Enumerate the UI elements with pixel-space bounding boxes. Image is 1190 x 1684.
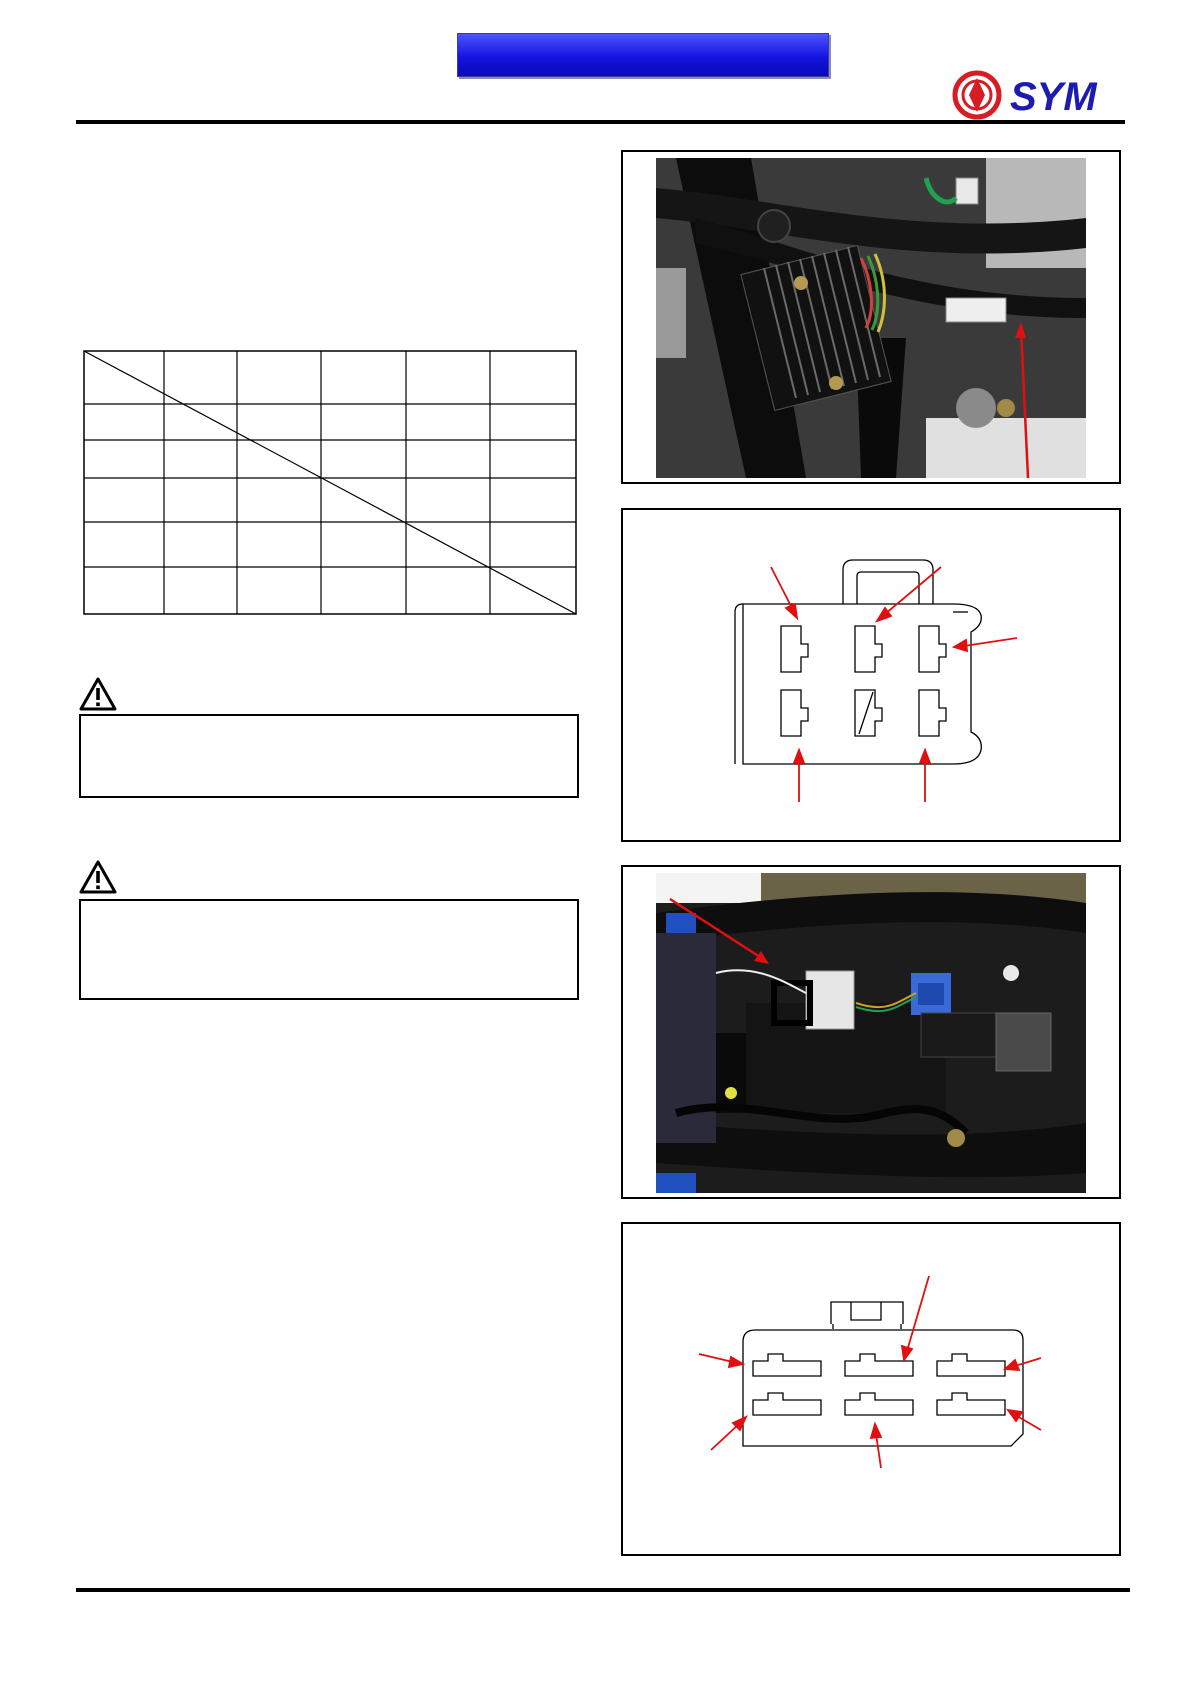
under-seat-wiring-photo [656,873,1086,1193]
regulator-connector-diagram [623,510,1119,840]
footer-rule [76,1588,1130,1592]
wire-harness-connector-diagram [623,1224,1119,1554]
resistance-table [83,350,577,615]
regulator-rectifier-photo [656,158,1086,478]
figure-regulator-connector [621,508,1121,842]
warning-triangle-icon [79,860,117,894]
figure-regulator-photo [621,150,1121,484]
section-title-banner [457,33,829,77]
caution-box [79,899,579,1000]
svg-text:SYM: SYM [1010,75,1097,119]
warning-triangle-icon [79,677,117,711]
caution-box [79,714,579,798]
sym-logo [952,70,1127,120]
header-rule [76,120,1125,124]
figure-harness-connector [621,1222,1121,1556]
figure-under-seat-photo [621,865,1121,1199]
